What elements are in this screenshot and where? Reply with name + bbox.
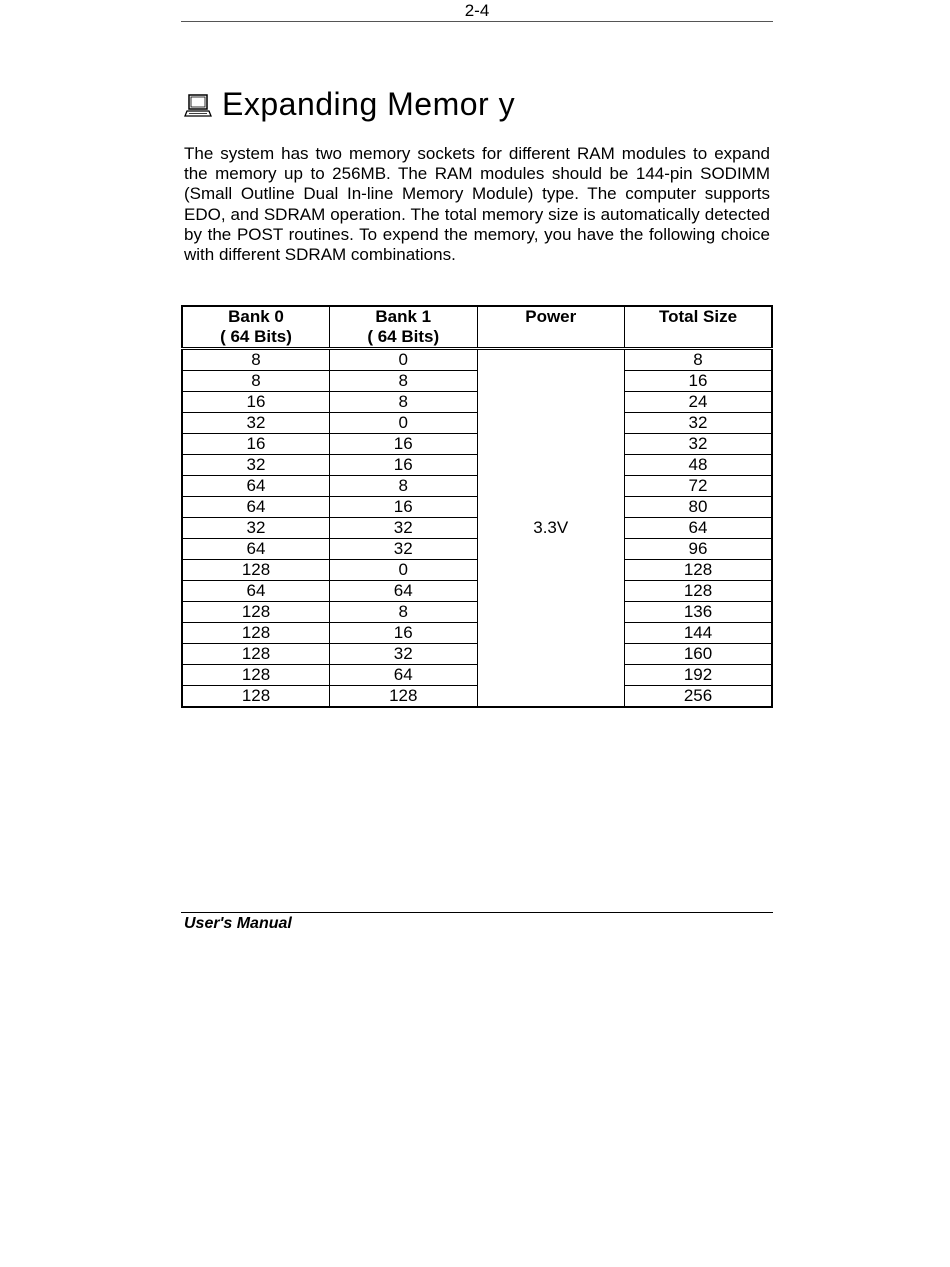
header-bank-1-title: Bank 1 — [375, 307, 432, 326]
footer-manual-label: User's Manual — [184, 915, 292, 932]
intro-paragraph: The system has two memory sockets for different RAM modules to expand the memory up to 256MB. The RAM modules should be 144-pin SODIMM (Small Outline Dual In-line Memory Module) type. The computer supports EDO, and SDRAM operation. The total memory size is automatically detected by the POST routines. To expend the memory, you have the following choice with different SDRAM combinations. — [184, 144, 770, 265]
cell-total-size: 48 — [625, 455, 773, 476]
cell-bank-1: 64 — [330, 581, 478, 602]
cell-bank-0: 128 — [182, 560, 330, 581]
cell-bank-0: 64 — [182, 581, 330, 602]
cell-bank-1: 32 — [330, 539, 478, 560]
cell-bank-0: 128 — [182, 686, 330, 708]
cell-total-size: 96 — [625, 539, 773, 560]
laptop-icon — [184, 89, 212, 119]
table-body — [182, 349, 772, 708]
cell-bank-1: 16 — [330, 455, 478, 476]
cell-bank-0: 32 — [182, 455, 330, 476]
cell-bank-1: 128 — [330, 686, 478, 708]
header-bank-0 — [182, 306, 330, 349]
header-total-size: Total Size — [625, 306, 773, 349]
cell-bank-1: 32 — [330, 518, 478, 539]
cell-bank-1: 8 — [330, 371, 478, 392]
memory-configuration-table — [181, 305, 773, 708]
cell-total-size: 256 — [625, 686, 773, 708]
cell-total-size: 192 — [625, 665, 773, 686]
cell-bank-1: 16 — [330, 434, 478, 455]
header-bank-1 — [330, 306, 478, 349]
cell-bank-0: 64 — [182, 539, 330, 560]
page-number: 2-4 — [464, 1, 490, 20]
cell-bank-0: 128 — [182, 602, 330, 623]
cell-bank-0: 32 — [182, 413, 330, 434]
cell-total-size: 144 — [625, 623, 773, 644]
cell-bank-1: 16 — [330, 497, 478, 518]
cell-total-size: 136 — [625, 602, 773, 623]
cell-bank-1: 8 — [330, 392, 478, 413]
cell-bank-0: 128 — [182, 623, 330, 644]
cell-total-size: 32 — [625, 434, 773, 455]
cell-bank-1: 0 — [330, 413, 478, 434]
cell-total-size: 128 — [625, 581, 773, 602]
cell-bank-0: 64 — [182, 476, 330, 497]
cell-bank-0: 8 — [182, 371, 330, 392]
header-power: Power — [477, 306, 625, 349]
cell-bank-1: 8 — [330, 602, 478, 623]
cell-bank-1: 0 — [330, 560, 478, 581]
cell-total-size: 160 — [625, 644, 773, 665]
table-row — [182, 349, 772, 371]
cell-total-size: 16 — [625, 371, 773, 392]
cell-bank-0: 8 — [182, 349, 330, 371]
cell-bank-1: 16 — [330, 623, 478, 644]
cell-total-size: 64 — [625, 518, 773, 539]
header-bank-1-width: ( 64 Bits) — [367, 327, 440, 346]
cell-bank-1: 8 — [330, 476, 478, 497]
header-bank-0-width: ( 64 Bits) — [220, 327, 292, 346]
table-header-row — [182, 306, 772, 349]
cell-bank-0: 128 — [182, 665, 330, 686]
cell-bank-1: 64 — [330, 665, 478, 686]
section-heading — [184, 84, 515, 124]
cell-total-size: 72 — [625, 476, 773, 497]
cell-total-size: 24 — [625, 392, 773, 413]
cell-bank-0: 128 — [182, 644, 330, 665]
header-rule — [181, 21, 773, 22]
cell-total-size: 80 — [625, 497, 773, 518]
cell-bank-0: 16 — [182, 434, 330, 455]
cell-total-size: 128 — [625, 560, 773, 581]
header-bank-0-title: Bank 0 — [228, 307, 284, 326]
cell-bank-0: 16 — [182, 392, 330, 413]
cell-power: 3.3V — [477, 349, 625, 708]
cell-total-size: 8 — [625, 349, 773, 371]
cell-bank-0: 64 — [182, 497, 330, 518]
cell-total-size: 32 — [625, 413, 773, 434]
footer-rule — [181, 912, 773, 913]
cell-bank-1: 32 — [330, 644, 478, 665]
cell-bank-1: 0 — [330, 349, 478, 371]
cell-bank-0: 32 — [182, 518, 330, 539]
page-title: Expanding Memor y — [222, 85, 516, 122]
